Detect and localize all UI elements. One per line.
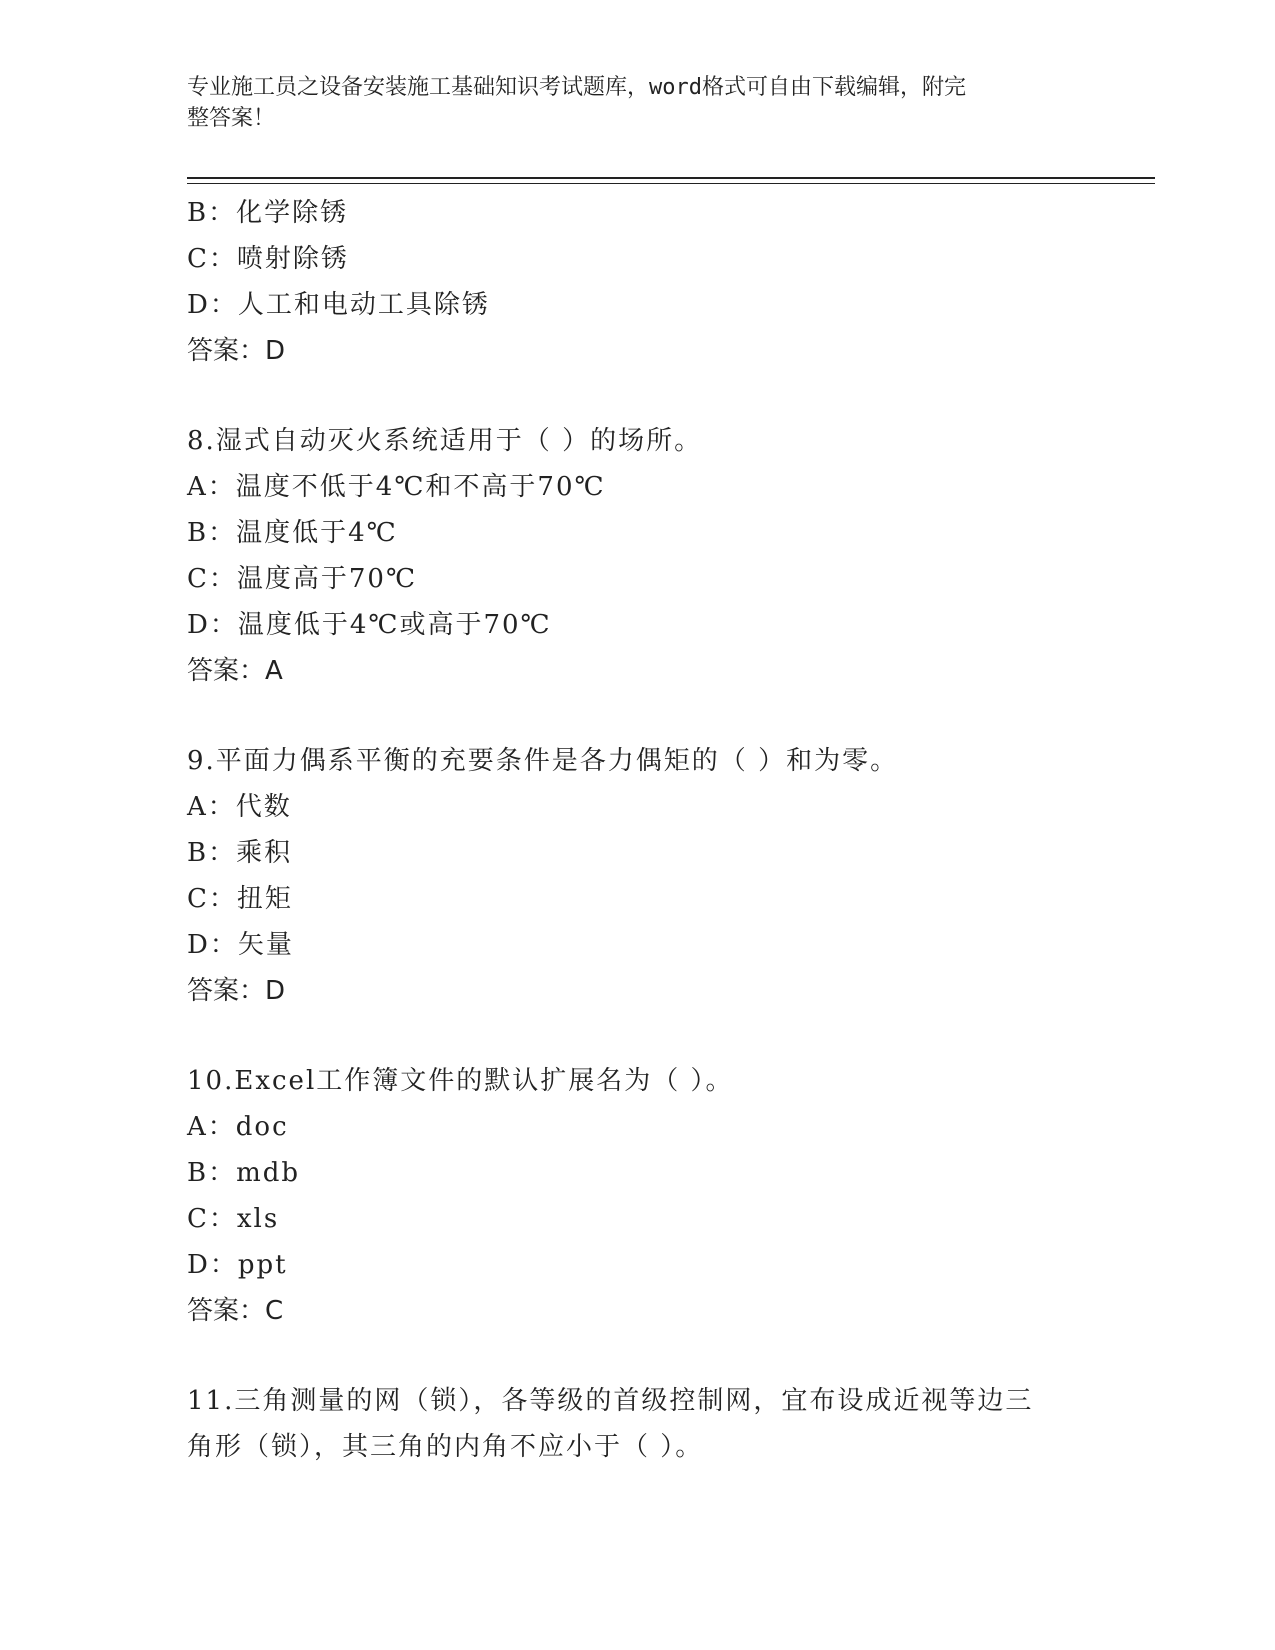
document-header	[187, 72, 1067, 134]
option-c: C：xls	[187, 1204, 280, 1234]
question-stem: 10.Excel工作簿文件的默认扩展名为（ ）。	[187, 1066, 734, 1096]
header-divider-thin	[187, 183, 1155, 184]
header-line-1: 专业施工员之设备安装施工基础知识考试题库，word格式可自由下载编辑，附完	[187, 75, 966, 100]
option-d: D：矢量	[187, 930, 294, 960]
question-block-9	[187, 738, 1087, 1014]
option-a: A：代数	[187, 792, 292, 822]
option-a: A：温度不低于4℃和不高于70℃	[187, 472, 606, 502]
option-d: D：人工和电动工具除锈	[187, 290, 490, 320]
question-block-7-continued	[187, 190, 1087, 374]
option-b: B：化学除锈	[187, 198, 349, 228]
question-block-11	[187, 1378, 1087, 1470]
option-d: D：ppt	[187, 1250, 288, 1280]
question-block-10	[187, 1058, 1087, 1334]
question-block-8	[187, 418, 1087, 694]
option-b: B：mdb	[187, 1158, 301, 1188]
question-stem: 8.湿式自动灭火系统适用于（ ）的场所。	[187, 426, 703, 456]
header-line-2: 整答案！	[187, 106, 276, 131]
question-stem: 9.平面力偶系平衡的充要条件是各力偶矩的（ ）和为零。	[187, 746, 899, 776]
header-divider-thick	[187, 177, 1155, 179]
option-c: C：温度高于70℃	[187, 564, 418, 594]
option-b: B：乘积	[187, 838, 293, 868]
question-stem-line-1: 11.三角测量的网（锁），各等级的首级控制网，宜布设成近视等边三	[187, 1386, 1034, 1416]
option-c: C：扭矩	[187, 884, 293, 914]
question-stem-line-2: 角形（锁），其三角的内角不应小于（ ）。	[187, 1432, 704, 1462]
option-a: A：doc	[187, 1112, 289, 1142]
answer-line: 答案：D	[187, 976, 286, 1006]
option-b: B：温度低于4℃	[187, 518, 398, 548]
question-body	[187, 190, 1087, 1470]
option-c: C：喷射除锈	[187, 244, 349, 274]
answer-line: 答案：D	[187, 336, 286, 366]
answer-line: 答案：C	[187, 1296, 284, 1326]
option-d: D：温度低于4℃或高于70℃	[187, 610, 552, 640]
answer-line: 答案：A	[187, 656, 283, 686]
